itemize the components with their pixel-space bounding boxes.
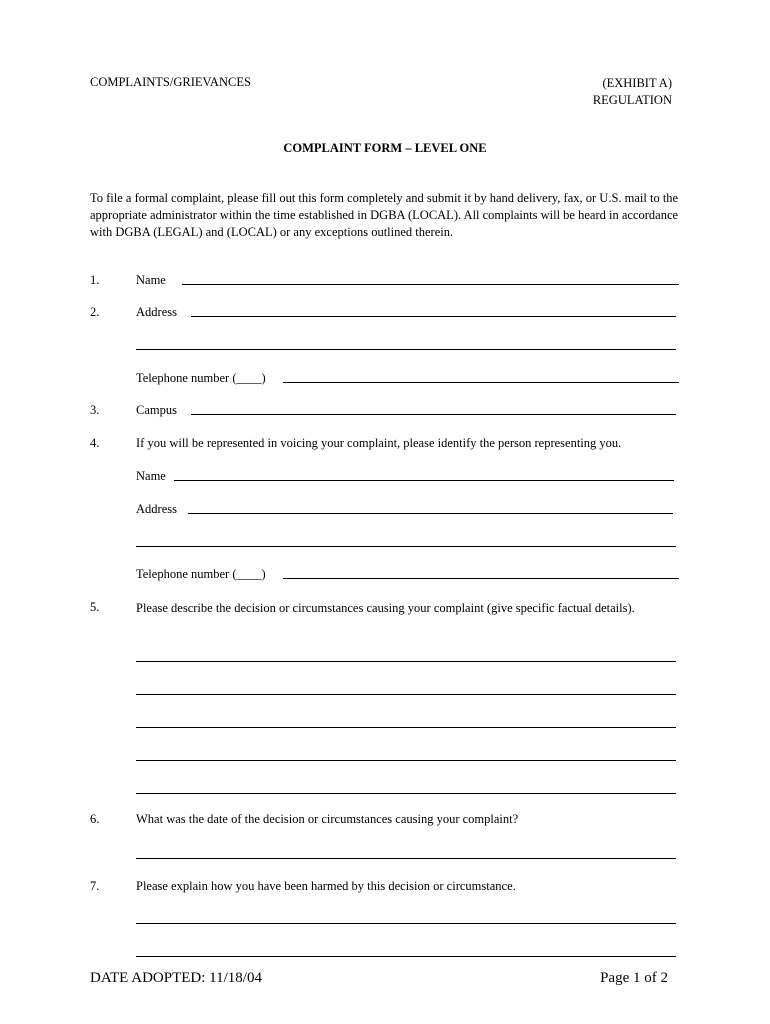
telephone-label: Telephone number (____) bbox=[136, 371, 266, 385]
item-number-3: 3. bbox=[90, 403, 100, 417]
description-field-line-5[interactable] bbox=[136, 793, 676, 794]
description-field-line-2[interactable] bbox=[136, 694, 676, 695]
name-field[interactable] bbox=[182, 284, 679, 285]
telephone-field[interactable] bbox=[283, 382, 679, 383]
harm-field-line-2[interactable] bbox=[136, 956, 676, 957]
description-field-line-4[interactable] bbox=[136, 760, 676, 761]
form-title: COMPLAINT FORM – LEVEL ONE bbox=[283, 141, 487, 155]
description-field-line-1[interactable] bbox=[136, 661, 676, 662]
campus-field[interactable] bbox=[191, 414, 676, 415]
page-number: Page 1 of 2 bbox=[600, 970, 668, 986]
item-number-2: 2. bbox=[90, 305, 100, 319]
campus-label: Campus bbox=[136, 403, 177, 417]
item-number-5: 5. bbox=[90, 600, 100, 614]
representative-telephone-field[interactable] bbox=[283, 578, 679, 579]
address-label: Address bbox=[136, 305, 177, 319]
header-regulation-label: REGULATION bbox=[592, 93, 672, 107]
representative-address-field-line-2[interactable] bbox=[136, 546, 676, 547]
address-field[interactable] bbox=[191, 316, 676, 317]
item-number-7: 7. bbox=[90, 879, 100, 893]
item-number-6: 6. bbox=[90, 812, 100, 826]
harm-prompt: Please explain how you have been harmed by this decision or circumstance. bbox=[136, 879, 516, 893]
date-field[interactable] bbox=[136, 858, 676, 859]
representative-address-label: Address bbox=[136, 502, 177, 516]
item-number-1: 1. bbox=[90, 273, 100, 287]
date-prompt: What was the date of the decision or circumstances causing your complaint? bbox=[136, 812, 519, 826]
date-adopted: DATE ADOPTED: 11/18/04 bbox=[90, 970, 262, 986]
header-exhibit bbox=[593, 75, 672, 109]
header-exhibit-label: (EXHIBIT A) bbox=[602, 76, 672, 90]
header-policy-code: COMPLAINTS/GRIEVANCES bbox=[90, 75, 251, 89]
item-number-4: 4. bbox=[90, 436, 100, 450]
intro-paragraph: To file a formal complaint, please fill out this form completely and submit it by hand delivery, fax, or U.S. mail to the appropriate administrator within the time established in DGBA (LOCAL). All complaints will be heard in accordance with DGBA (LEGAL) and (LOCAL) or any exceptions outlined therein. bbox=[90, 191, 679, 239]
harm-field-line-1[interactable] bbox=[136, 923, 676, 924]
representative-telephone-label: Telephone number (____) bbox=[136, 567, 266, 581]
description-prompt: Please describe the decision or circumstances causing your complaint (give specific factual details). bbox=[136, 601, 635, 615]
address-field-line-2[interactable] bbox=[136, 349, 676, 350]
description-field-line-3[interactable] bbox=[136, 727, 676, 728]
representative-prompt: If you will be represented in voicing your complaint, please identify the person representing you. bbox=[136, 436, 622, 450]
representative-address-field[interactable] bbox=[188, 513, 673, 514]
representative-name-label: Name bbox=[136, 469, 166, 483]
name-label: Name bbox=[136, 273, 166, 287]
representative-name-field[interactable] bbox=[174, 480, 674, 481]
